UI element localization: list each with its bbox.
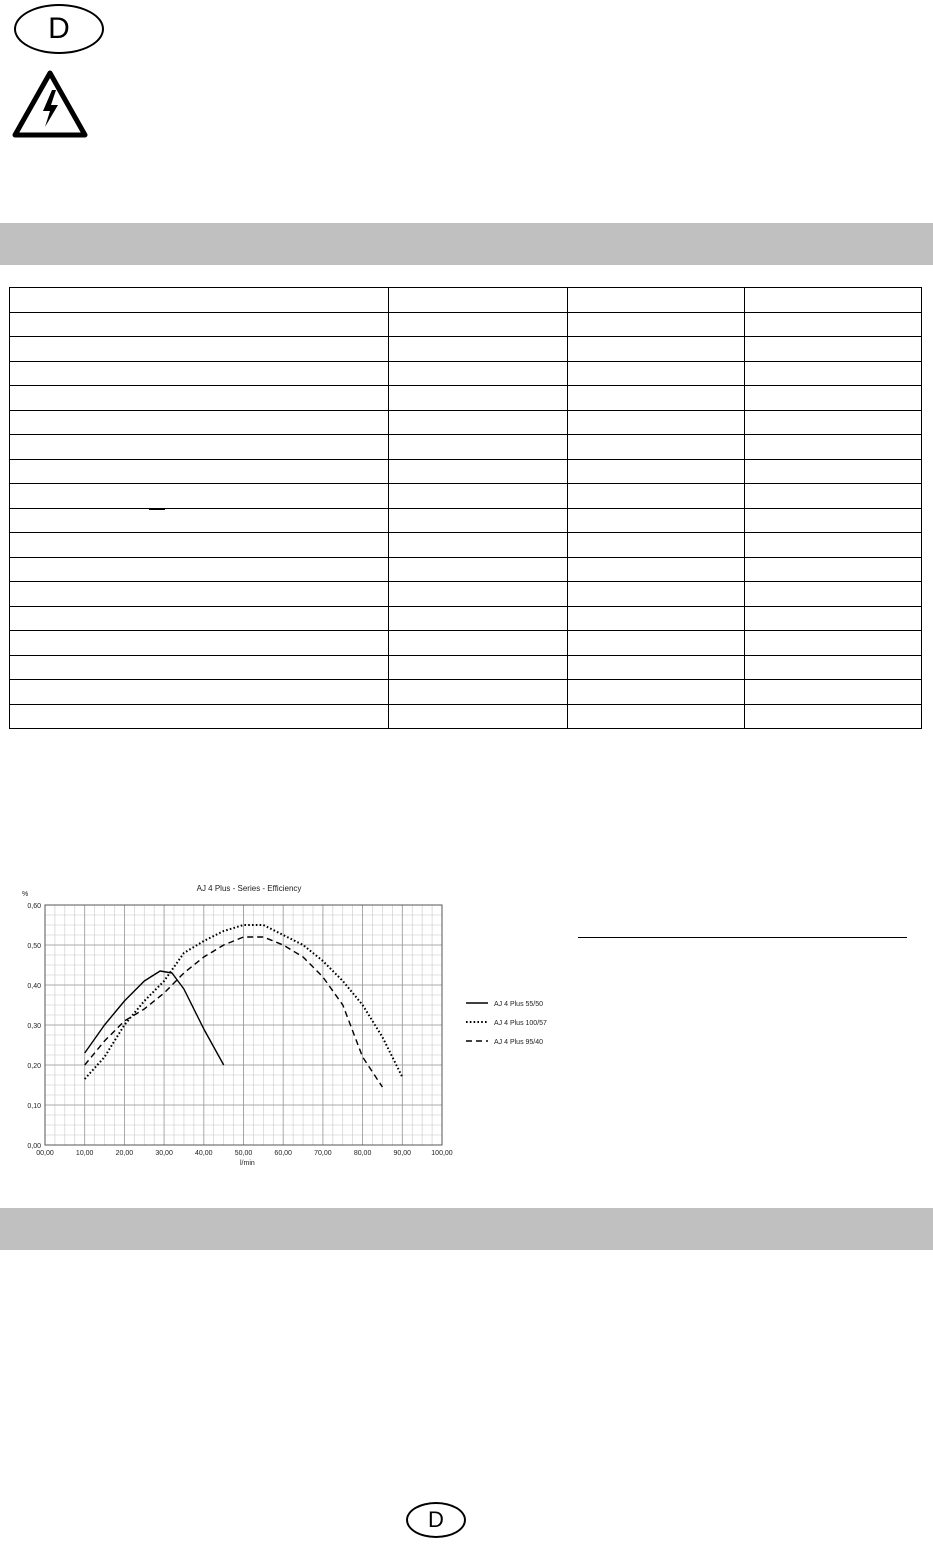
table-row	[10, 606, 922, 631]
x-tick-label: 00,00	[36, 1150, 54, 1157]
table-cell	[567, 508, 744, 533]
table-cell	[10, 410, 389, 435]
table-cell	[567, 533, 744, 558]
table-cell	[744, 533, 921, 558]
table-cell	[567, 288, 744, 313]
table-row	[10, 655, 922, 680]
table-row	[10, 704, 922, 729]
section-header-bar-technical-data	[0, 223, 933, 265]
table-cell	[744, 655, 921, 680]
table-row	[10, 337, 922, 362]
table-cell	[567, 631, 744, 656]
table-cell	[10, 680, 389, 705]
y-tick-label: 0,40	[27, 983, 41, 990]
table-cell	[10, 655, 389, 680]
table-cell	[744, 704, 921, 729]
table-row	[10, 582, 922, 607]
table-cell	[744, 459, 921, 484]
high-voltage-warning-icon	[12, 70, 88, 138]
x-tick-label: 70,00	[314, 1150, 332, 1157]
table-row	[10, 435, 922, 460]
caption-rule	[578, 937, 907, 938]
table-cell	[389, 435, 567, 460]
table-cell	[10, 606, 389, 631]
x-tick-label: 20,00	[115, 1150, 134, 1157]
table-row	[10, 533, 922, 558]
table-cell	[10, 435, 389, 460]
table-cell	[744, 557, 921, 582]
table-cell	[567, 484, 744, 509]
table-cell	[389, 386, 567, 411]
table-row	[10, 361, 922, 386]
table-cell	[744, 410, 921, 435]
table-cell	[567, 386, 744, 411]
x-tick-label: 50,00	[234, 1150, 253, 1157]
table-cell	[744, 508, 921, 533]
table-cell	[10, 288, 389, 313]
table-cell	[389, 680, 567, 705]
table-cell	[744, 288, 921, 313]
table-row	[10, 631, 922, 656]
table-row	[10, 312, 922, 337]
language-badge: D	[14, 4, 104, 54]
table-cell	[10, 386, 389, 411]
table-cell	[744, 337, 921, 362]
table-cell	[389, 582, 567, 607]
table-cell	[389, 631, 567, 656]
table-cell	[567, 410, 744, 435]
table-cell	[567, 459, 744, 484]
table-cell	[744, 312, 921, 337]
spec-table	[9, 287, 922, 729]
table-cell	[744, 680, 921, 705]
table-row	[10, 508, 922, 533]
table-cell	[389, 337, 567, 362]
table-row	[10, 459, 922, 484]
table-cell	[389, 557, 567, 582]
table-cell	[10, 361, 389, 386]
efficiency-chart	[0, 880, 933, 1170]
table-cell	[389, 410, 567, 435]
table-cell	[10, 312, 389, 337]
table-cell	[744, 631, 921, 656]
table-cell-mark	[149, 509, 165, 510]
table-row	[10, 680, 922, 705]
table-row	[10, 484, 922, 509]
x-tick-label: 60,00	[274, 1150, 292, 1157]
table-row	[10, 557, 922, 582]
chart-axes	[27, 903, 452, 1157]
table-row	[10, 288, 922, 313]
table-cell	[567, 655, 744, 680]
table-cell	[567, 582, 744, 607]
table-cell	[389, 288, 567, 313]
table-cell	[10, 631, 389, 656]
table-cell	[10, 704, 389, 729]
y-axis-label: %	[22, 891, 29, 898]
table-cell	[567, 361, 744, 386]
y-tick-label: 0,30	[27, 1023, 41, 1030]
table-cell	[10, 508, 389, 533]
table-cell	[567, 704, 744, 729]
y-tick-label: 0,00	[27, 1143, 41, 1150]
table-cell	[744, 435, 921, 460]
x-axis-label: l/min	[240, 1160, 255, 1167]
legend-label: AJ 4 Plus 55/50	[494, 1001, 544, 1008]
table-cell	[389, 533, 567, 558]
y-tick-label: 0,60	[27, 903, 41, 910]
x-tick-label: 10,00	[75, 1150, 94, 1157]
table-cell	[10, 557, 389, 582]
table-cell	[389, 704, 567, 729]
y-tick-label: 0,50	[27, 943, 41, 950]
y-tick-label: 0,10	[27, 1103, 41, 1110]
section-header-bar-safety	[0, 1208, 933, 1250]
x-tick-label: 90,00	[393, 1150, 412, 1157]
table-cell	[10, 337, 389, 362]
table-cell	[744, 606, 921, 631]
table-cell	[10, 533, 389, 558]
x-tick-label: 100,00	[431, 1150, 453, 1157]
table-cell	[567, 312, 744, 337]
table-cell	[567, 435, 744, 460]
table-cell	[389, 655, 567, 680]
table-cell	[567, 557, 744, 582]
chart-title: AJ 4 Plus - Series - Efficiency	[196, 884, 302, 893]
legend-label: AJ 4 Plus 95/40	[494, 1039, 544, 1046]
table-row	[10, 386, 922, 411]
table-cell	[744, 484, 921, 509]
table-cell	[744, 582, 921, 607]
table-cell	[10, 582, 389, 607]
table-row	[10, 410, 922, 435]
table-cell	[10, 484, 389, 509]
chart-legend	[466, 1001, 547, 1046]
table-cell	[10, 459, 389, 484]
table-cell	[744, 361, 921, 386]
table-cell	[389, 606, 567, 631]
footer-language-badge: D	[406, 1502, 466, 1538]
y-tick-label: 0,20	[27, 1063, 41, 1070]
table-cell	[389, 361, 567, 386]
x-tick-label: 40,00	[195, 1150, 213, 1157]
legend-label: AJ 4 Plus 100/57	[494, 1020, 547, 1027]
x-tick-label: 30,00	[155, 1150, 173, 1157]
table-cell	[567, 680, 744, 705]
x-tick-label: 80,00	[353, 1150, 372, 1157]
table-cell	[389, 508, 567, 533]
table-cell	[744, 386, 921, 411]
table-cell	[567, 606, 744, 631]
table-cell	[389, 312, 567, 337]
table-cell	[389, 459, 567, 484]
table-cell	[389, 484, 567, 509]
table-cell	[567, 337, 744, 362]
